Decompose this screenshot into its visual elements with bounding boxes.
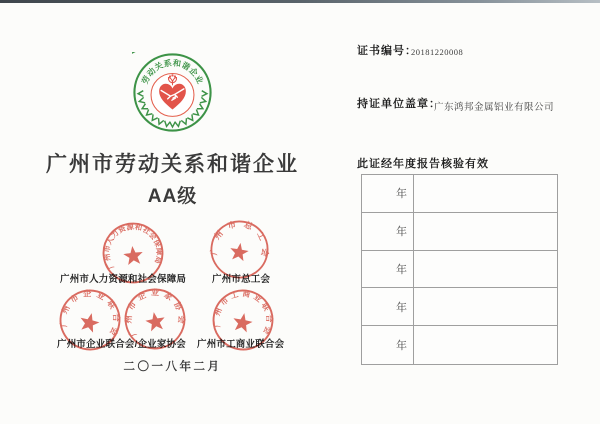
stamp-label-enterprise-confederation: 广州市企业联合会/企业家协会 [57, 339, 186, 350]
red-seal-entrepreneurs-association [118, 282, 192, 356]
seal-star-icon [144, 310, 166, 332]
verification-blank-cell [414, 326, 557, 364]
svg-text:广州市人力资源和社会保障局 [99, 219, 165, 271]
verification-blank-cell [414, 251, 557, 288]
seal-star-icon [231, 311, 254, 333]
cert-number-value: 20181220008 [411, 47, 464, 57]
red-seal-industry-commerce-federation [205, 282, 280, 357]
red-seal-human-resources-bureau [98, 218, 168, 288]
holder-company-name: 广东鸿邦金属铝业有限公司 [434, 103, 555, 113]
svg-text:广州市企业家协会 [118, 282, 189, 339]
verification-blank-cell [414, 213, 557, 250]
seal-ring-text: 广州市总工会 [209, 219, 271, 264]
seal-star-icon [229, 241, 250, 261]
certificate-grade: AA级 [147, 186, 198, 207]
seal-ring-text: 广州市企业联合会 [59, 289, 121, 341]
cert-number-label: 证书编号： [357, 45, 417, 57]
table-row [362, 213, 557, 251]
table-row [362, 175, 557, 213]
emblem-ring-textpath: 劳动关系和谐企业 [140, 58, 205, 86]
year-cell: 年 [362, 326, 414, 364]
table-row [362, 251, 557, 289]
year-cell: 年 [362, 175, 414, 212]
table-row [362, 326, 557, 364]
seal-star-icon [78, 311, 101, 334]
seal-ring-text: 广州市工商业联合会 [211, 288, 274, 339]
verification-blank-cell [414, 288, 557, 325]
year-cell: 年 [362, 213, 414, 250]
annual-verification-table [361, 174, 558, 365]
verification-blank-cell [414, 175, 557, 212]
stamp-label-industry-commerce-federation: 广州市工商业联合会 [197, 339, 285, 350]
seal-ring-text: 广州市人力资源和社会保障局 [102, 222, 164, 271]
certificate-title: 广州市劳动关系和谐企业 [46, 153, 299, 176]
year-cell: 年 [362, 288, 414, 325]
year-cell: 年 [362, 251, 414, 288]
holder-seal-label: 持证单位盖章： [357, 98, 441, 110]
seal-ring-text: 广州市企业家协会 [123, 287, 187, 339]
harmonious-enterprise-emblem-logo [132, 52, 213, 133]
red-seal-federation-trade-unions [205, 215, 275, 285]
stamp-label-federation-trade-unions: 广州市总工会 [212, 274, 271, 285]
annual-verification-note: 此证经年度报告核验有效 [357, 158, 489, 170]
seal-star-icon [123, 245, 144, 265]
svg-text:广州市工商业联合会 [209, 283, 281, 340]
issue-date: 二〇一八年二月 [123, 361, 222, 373]
table-row [362, 288, 557, 326]
stamp-label-human-resources-bureau: 广州市人力资源和社会保障局 [60, 274, 187, 285]
